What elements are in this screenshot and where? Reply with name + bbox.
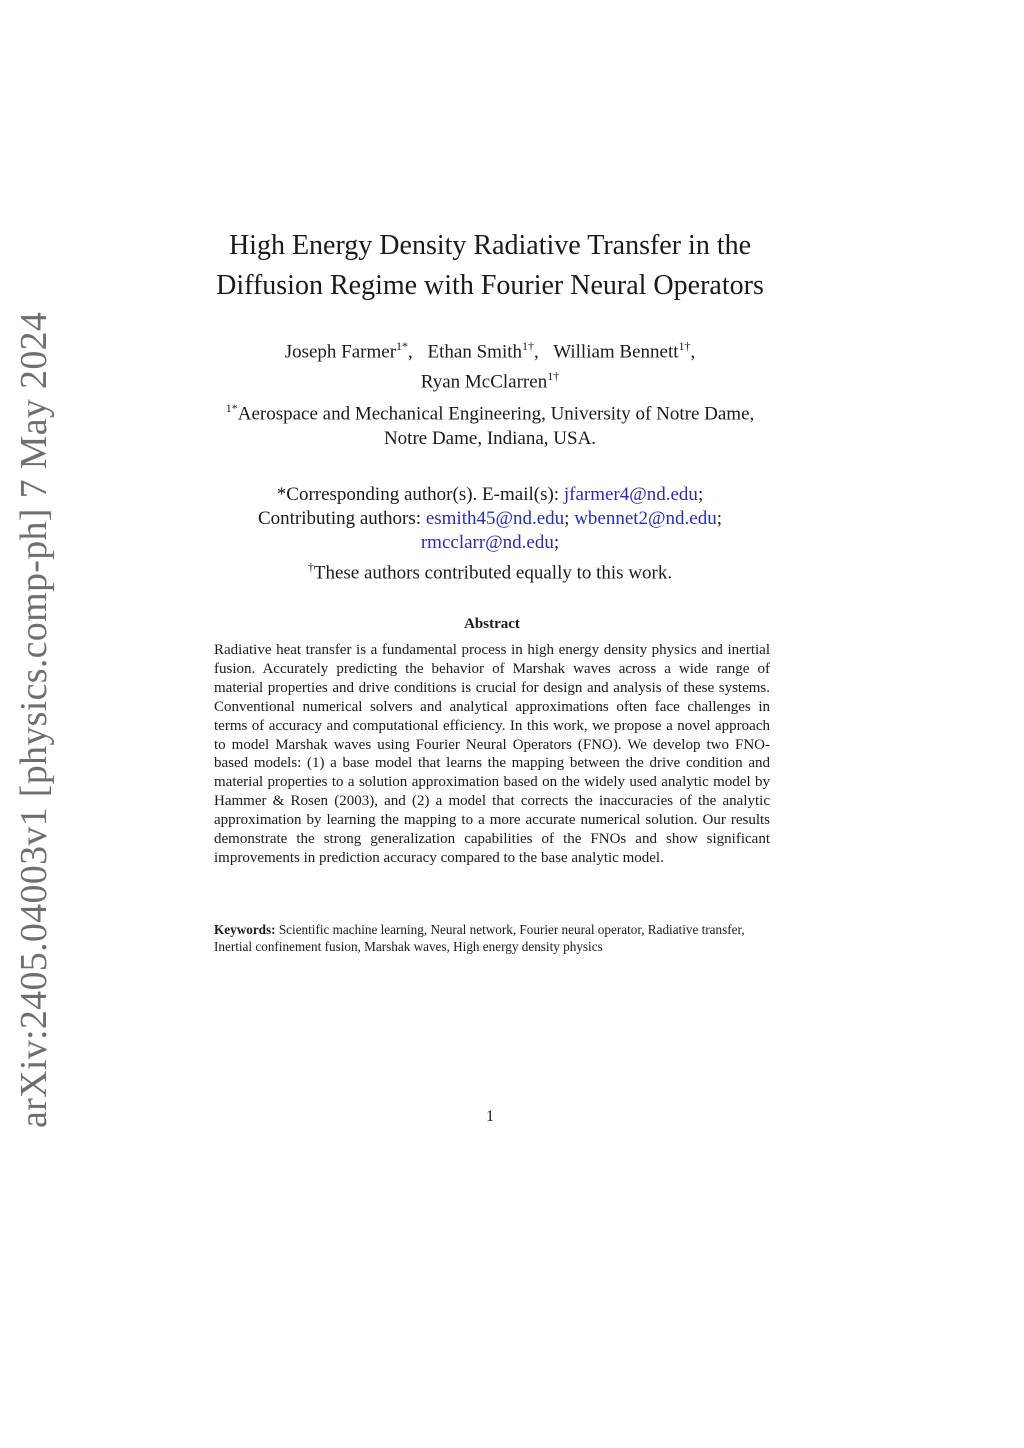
affiliation-mark: 1*	[225, 401, 238, 415]
keywords-block	[214, 921, 770, 955]
equal-contribution-note: These authors contributed equally to this work.	[313, 562, 673, 584]
keywords-label: Keywords:	[214, 922, 276, 937]
contributing-email-link[interactable]: esmith45@nd.edu	[425, 508, 565, 529]
abstract-text: Radiative heat transfer is a fundamental process in high energy density physics and inertial fusion. Accurately predicting the behavior of Marshak waves across a wide range of material properties and drive conditions is crucial for design and analysis of these systems. Conventional numerical solvers and analytical approximations often face challenges in terms of accuracy and computational efficiency. In this work, we propose a novel approach to model Marshak waves using Fourier Neural Operators (FNO). We develop two FNO-based models: (1) a base model that learns the mapping between the drive condition and material properties to a solution approximation based on the widely used analytic model by Hammer & Rosen (2003), and (2) a model that corrects the inaccuracies of the analytic approximation by learning the mapping to a more accurate numerical solution. Our results demonstrate the strong generalization capabilities of the FNOs and show significant improvements in prediction accuracy compared to the base analytic model.	[214, 642, 770, 866]
contributing-email-link[interactable]: rmcclarr@nd.edu	[420, 532, 554, 553]
corresponding-label: *Corresponding author(s). E-mail(s):	[276, 484, 564, 505]
contributing-label: Contributing authors:	[257, 508, 426, 529]
author-separator: ,	[534, 341, 539, 363]
author-name: Ryan McClarren	[420, 371, 548, 393]
affiliation-line-1: Aerospace and Mechanical Engineering, University of Notre Dame,	[237, 403, 755, 425]
author-marks: 1*	[396, 339, 409, 353]
paper-title	[150, 226, 830, 306]
dagger-mark: †	[307, 560, 314, 574]
author-marks: 1†	[547, 369, 560, 384]
author-marks: 1†	[522, 339, 535, 353]
author-separator: ,	[690, 341, 696, 363]
corresponding-email-link[interactable]: jfarmer4@nd.edu	[563, 484, 698, 505]
arxiv-identifier-stamp: arXiv:2405.04003v1 [physics.comp-ph] 7 May 2024	[13, 311, 55, 1128]
author-name: Ethan Smith	[427, 341, 523, 363]
author-separator: ,	[408, 341, 413, 363]
abstract-heading: Abstract	[464, 616, 520, 632]
affiliation	[180, 396, 800, 451]
title-line-2: Diffusion Regime with Fourier Neural Operators	[216, 270, 764, 301]
author-list	[200, 334, 780, 395]
author-name: Joseph Farmer	[284, 341, 397, 363]
contact-block: *Corresponding author(s). E-mail(s): jfarmer4@nd.edu; Contributing authors: esmith45@nd.edu; wbennet2@nd.edu; rmcclarr@nd.edu; †These authors contributed equally to this work.	[257, 484, 723, 584]
contributing-email-link[interactable]: wbennet2@nd.edu	[574, 508, 717, 529]
title-line-1: High Energy Density Radiative Transfer in the	[228, 230, 752, 261]
keywords-text: Scientific machine learning, Neural network, Fourier neural operator, Radiative transfer, Inertial confinement fusion, Marshak waves, High energy density physics	[214, 922, 745, 954]
author-name: William Bennett	[553, 341, 679, 363]
affiliation-line-2: Notre Dame, Indiana, USA.	[383, 428, 597, 450]
author-marks: 1†	[678, 339, 691, 353]
page-number: 1	[486, 1108, 494, 1125]
